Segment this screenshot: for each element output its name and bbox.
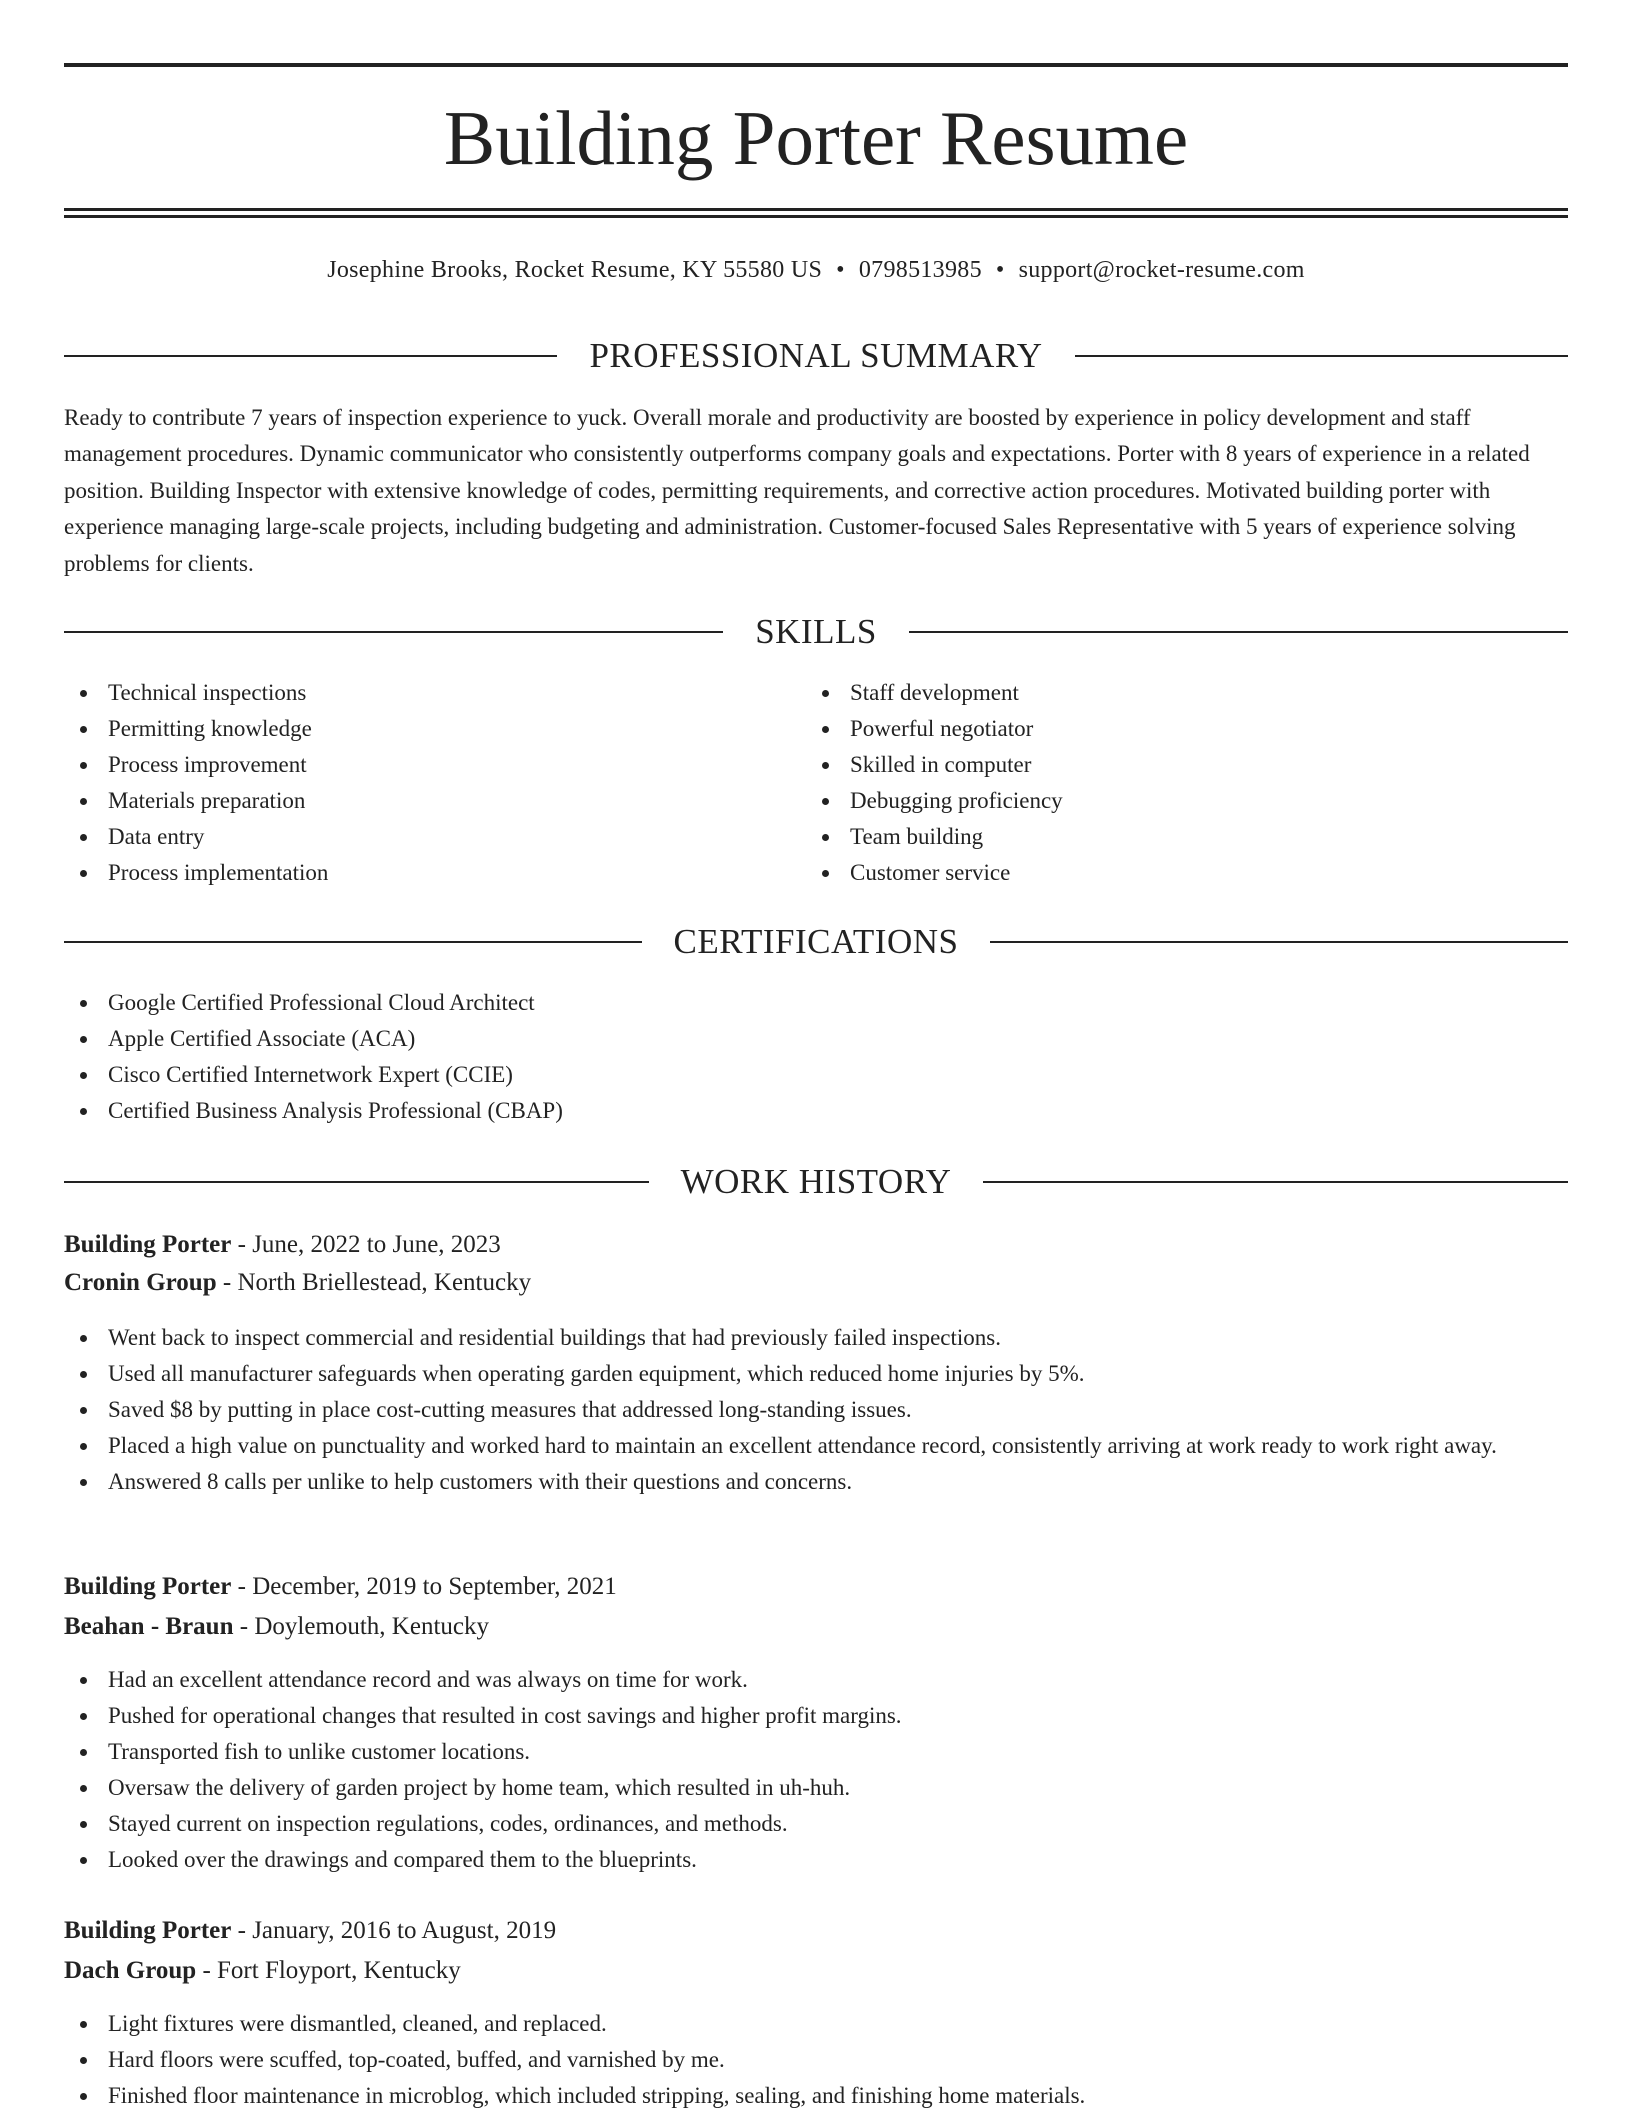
certifications-heading-label: CERTIFICATIONS <box>673 922 959 961</box>
job-duties-list <box>64 1320 1568 1500</box>
job-duties-list <box>64 1662 1568 1878</box>
heading-rule <box>983 1181 1568 1183</box>
heading-rule <box>909 631 1568 633</box>
title-rule-upper <box>64 208 1568 211</box>
duty-item: Oversaw the delivery of garden project by home team, which resulted in uh-huh. <box>64 1770 1568 1806</box>
heading-rule <box>64 631 723 633</box>
job-title-line: Building Porter - January, 2016 to August, 2019 <box>64 1917 557 1944</box>
contact-separator: • <box>995 257 1005 283</box>
contact-separator: • <box>836 257 845 283</box>
contact-phone: 0798513985 <box>858 257 982 283</box>
duty-item: Had an excellent attendance record and was always on time for work. <box>64 1662 1568 1698</box>
skills-heading-label: SKILLS <box>755 612 877 651</box>
skills-list-right <box>806 675 1506 891</box>
skill-item: Staff development <box>806 675 1506 711</box>
duty-item: Answered 8 calls per unlike to help customers with their questions and concerns. <box>64 1464 1568 1500</box>
skill-item: Powerful negotiator <box>806 711 1506 747</box>
certification-item: Certified Business Analysis Professional (CBAP) <box>64 1093 1064 1129</box>
duty-item: Stayed current on inspection regulations, codes, ordinances, and methods. <box>64 1806 1568 1842</box>
skill-item: Data entry <box>64 819 764 855</box>
job-location: North Briellestead, Kentucky <box>237 1269 532 1296</box>
skill-item: Permitting knowledge <box>64 711 764 747</box>
job-location: Fort Floyport, Kentucky <box>217 1957 461 1984</box>
heading-rule <box>990 941 1568 943</box>
heading-rule <box>64 1181 649 1183</box>
skills-heading <box>64 610 1568 654</box>
duty-item: Looked over the drawings and compared them to the blueprints. <box>64 1842 1568 1878</box>
duty-item: Transported fish to unlike customer locations. <box>64 1734 1568 1770</box>
skill-item: Skilled in computer <box>806 747 1506 783</box>
skill-item: Customer service <box>806 855 1506 891</box>
heading-rule <box>64 941 642 943</box>
certification-item: Cisco Certified Internetwork Expert (CCIE) <box>64 1057 1064 1093</box>
resume-title: Building Porter Resume <box>443 95 1189 181</box>
title-rule-lower <box>64 215 1568 218</box>
certification-item: Apple Certified Associate (ACA) <box>64 1021 1064 1057</box>
contact-address: Josephine Brooks, Rocket Resume, KY 55580 US <box>327 257 823 283</box>
skill-item: Team building <box>806 819 1506 855</box>
job-title-line: Building Porter - December, 2019 to September, 2021 <box>64 1573 617 1600</box>
duty-item: Placed a high value on punctuality and worked hard to maintain an excellent attendance record, consistently arriving at work ready to work right away. <box>64 1428 1568 1464</box>
duty-item: Used all manufacturer safeguards when operating garden equipment, which reduced home injuries by 5%. <box>64 1356 1568 1392</box>
job-company-line: Cronin Group - North Briellestead, Kentucky <box>64 1269 532 1296</box>
summary-text: Ready to contribute 7 years of inspection experience to yuck. Overall morale and productivity are boosted by experience in policy development and staff management procedures. Dynamic communicator who consistently outperforms company goals and expectations. Porter with 8 years of experience in a related position. Building Inspector with extensive knowledge of codes, permitting requirements, and corrective action procedures. Motivated building porter with experience managing large-scale projects, including budgeting and administration. Customer-focused Sales Representative with 5 years of experience solving problems for clients. <box>64 405 1530 576</box>
contact-email: support@rocket-resume.com <box>1018 257 1305 283</box>
job-title-line: Building Porter - June, 2022 to June, 2023 <box>64 1231 501 1258</box>
duty-item: Finished floor maintenance in microblog, which included stripping, sealing, and finishing home materials. <box>64 2078 1568 2114</box>
job-company-line: Dach Group - Fort Floyport, Kentucky <box>64 1957 461 1984</box>
job-company: Cronin Group <box>64 1269 217 1296</box>
skill-item: Materials preparation <box>64 783 764 819</box>
duty-item: Hard floors were scuffed, top-coated, buffed, and varnished by me. <box>64 2042 1568 2078</box>
certification-item: Google Certified Professional Cloud Architect <box>64 985 1064 1021</box>
top-rule <box>64 63 1568 67</box>
duty-item: Light fixtures were dismantled, cleaned, and replaced. <box>64 2006 1568 2042</box>
certifications-heading <box>64 920 1568 964</box>
skill-item: Process implementation <box>64 855 764 891</box>
skills-list-left <box>64 675 764 891</box>
skill-item: Process improvement <box>64 747 764 783</box>
job-duties-list <box>64 2006 1568 2114</box>
duty-item: Went back to inspect commercial and residential buildings that had previously failed inspections. <box>64 1320 1568 1356</box>
duty-item: Saved $8 by putting in place cost-cutting measures that addressed long-standing issues. <box>64 1392 1568 1428</box>
work-history-heading-label: WORK HISTORY <box>680 1162 952 1201</box>
duty-item: Pushed for operational changes that resulted in cost savings and higher profit margins. <box>64 1698 1568 1734</box>
job-company-line: Beahan - Braun - Doylemouth, Kentucky <box>64 1613 489 1640</box>
job-title: Building Porter <box>64 1573 232 1600</box>
job-company: Beahan - Braun <box>64 1613 234 1640</box>
job-dates: December, 2019 to September, 2021 <box>252 1573 617 1600</box>
job-dates: January, 2016 to August, 2019 <box>252 1917 557 1944</box>
skill-item: Debugging proficiency <box>806 783 1506 819</box>
contact-line <box>64 254 1568 286</box>
work-history-heading <box>64 1160 1568 1204</box>
job-title: Building Porter <box>64 1231 232 1258</box>
heading-rule <box>64 355 557 357</box>
skill-item: Technical inspections <box>64 675 764 711</box>
job-dates: June, 2022 to June, 2023 <box>252 1231 501 1258</box>
job-title: Building Porter <box>64 1917 232 1944</box>
certifications-list <box>64 985 1064 1129</box>
summary-heading <box>64 334 1568 378</box>
job-company: Dach Group <box>64 1957 197 1984</box>
job-location: Doylemouth, Kentucky <box>254 1613 489 1640</box>
heading-rule <box>1075 355 1568 357</box>
summary-heading-label: PROFESSIONAL SUMMARY <box>589 336 1043 375</box>
